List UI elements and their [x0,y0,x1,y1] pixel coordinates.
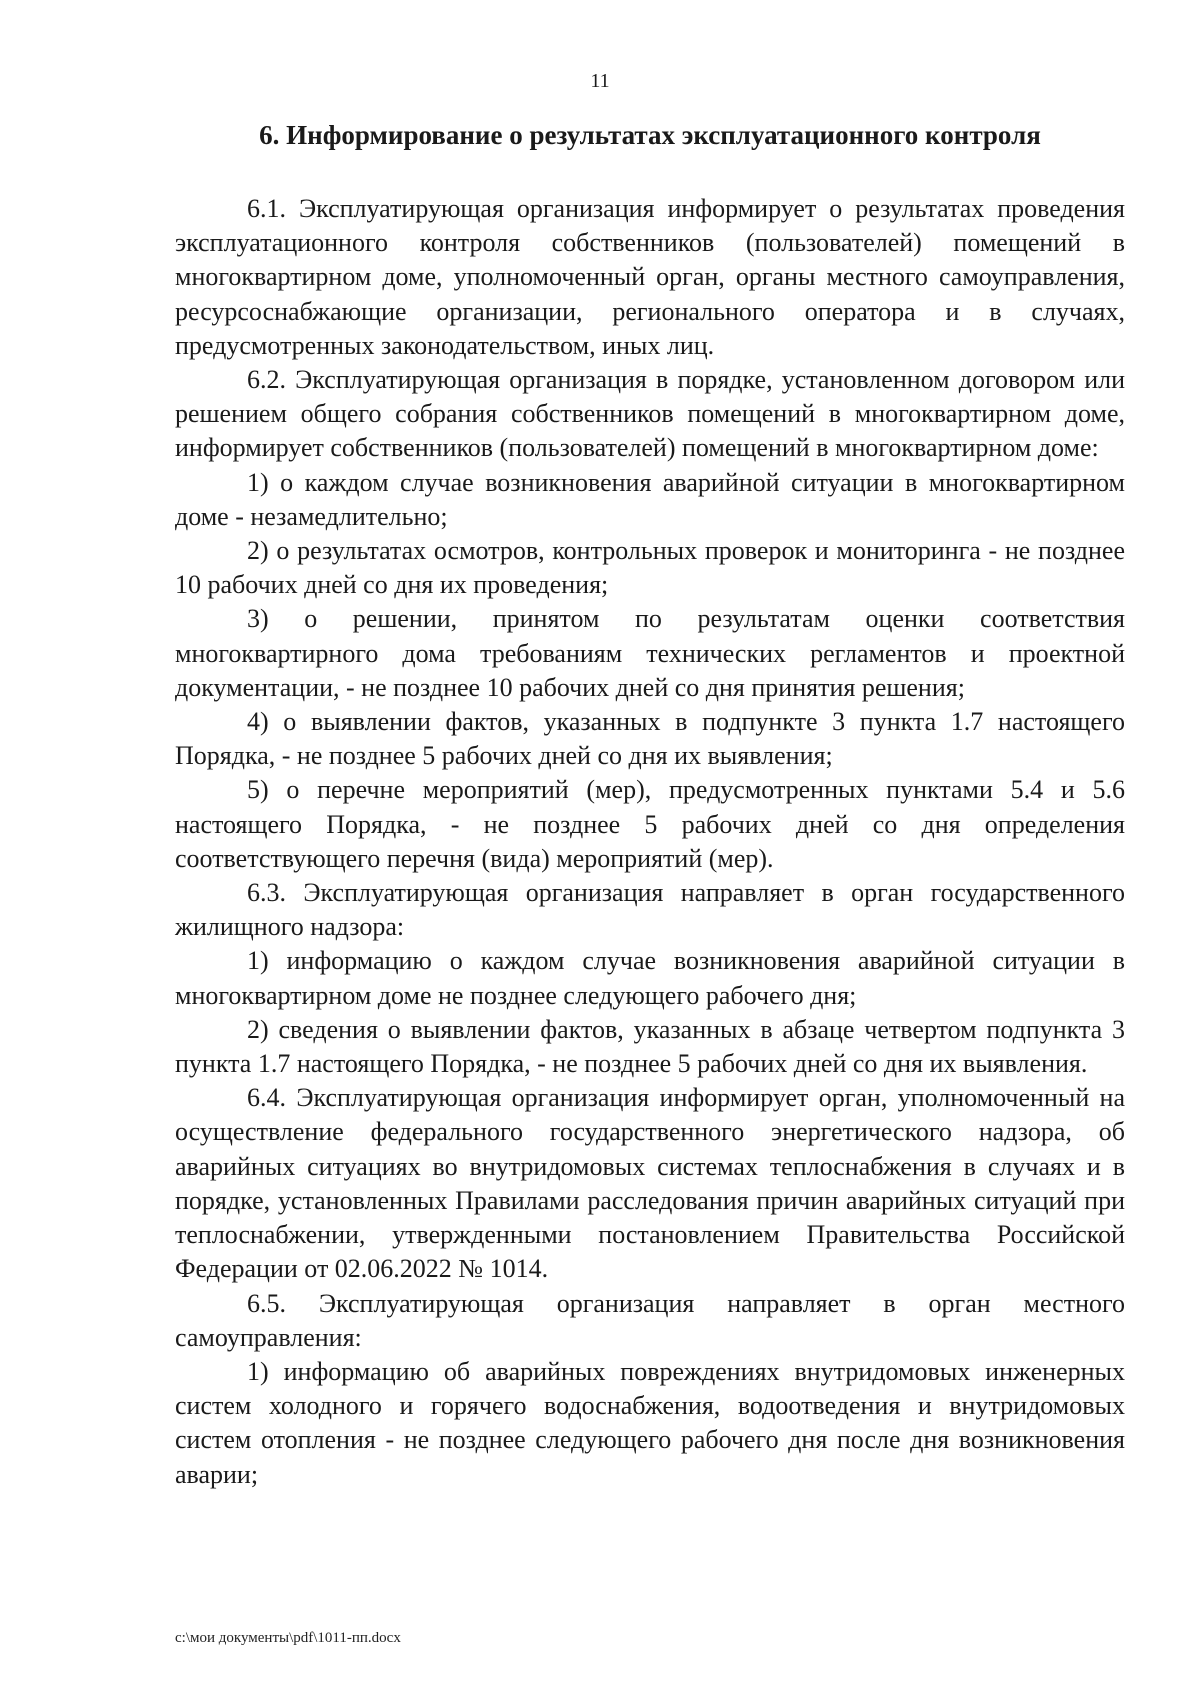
list-item-6-3-2: 2) сведения о выявлении фактов, указанных в абзаце четвертом подпункта 3 пункта 1.7 настоящего Порядка, - не позднее 5 рабочих дней со дня их выявления. [175,1014,1125,1079]
list-item-6-2-2: 2) о результатах осмотров, контрольных проверок и мониторинга - не позднее 10 рабочих дней со дня их проведения; [175,536,1125,600]
paragraph-6-5: 6.5. Эксплуатирующая организация направляет в орган местного самоуправления: [175,1288,1125,1352]
paragraph-6-1: 6.1. Эксплуатирующая организация информирует о результатах проведения эксплуатационного контроля собственников (пользователей) помещений в многоквартирном доме, уполномоченный орган, органы местного самоуправления, ресурсоснабжающие организации, регионального оператора и в случаях, предусмотренных законодательством, иных лиц. [175,194,1125,360]
list-item-6-2-1: 1) о каждом случае возникновения аварийной ситуации в многоквартирном доме - незамедлительно; [175,467,1125,531]
list-item-6-2-3: 3) о решении, принятом по результатам оценки соответствия многоквартирного дома требованиям технических регламентов и проектной документации, - не позднее 10 рабочих дней со дня принятия решения; [175,604,1125,702]
file-path-footer: c:\мои документы\pdf\1011-пп.docx [175,1630,401,1646]
section-heading: 6. Информирование о результатах эксплуатационного контроля [259,120,1041,150]
list-item-6-3-1: 1) информацию о каждом случае возникновения аварийной ситуации в многоквартирном доме не позднее следующего рабочего дня; [175,946,1125,1010]
paragraph-6-3: 6.3. Эксплуатирующая организация направляет в орган государственного жилищного надзора: [175,878,1125,942]
document-body [175,192,1125,1492]
list-item-6-2-5: 5) о перечне мероприятий (мер), предусмотренных пунктами 5.4 и 5.6 настоящего Порядка, - не позднее 5 рабочих дней со дня определения соответствующего перечня (вида) мероприятий (мер). [175,775,1125,873]
page-number: 11 [590,70,610,92]
paragraph-6-4: 6.4. Эксплуатирующая организация информирует орган, уполномоченный на осуществление федерального государственного энергетического надзора, об аварийных ситуациях во внутридомовых системах теплоснабжения в случаях и в порядке, установленных Правилами расследования причин аварийных ситуаций при теплоснабжении, утвержденными постановлением Правительства Российской Федерации от 02.06.2022 № 1014. [175,1083,1125,1284]
list-item-6-2-4: 4) о выявлении фактов, указанных в подпункте 3 пункта 1.7 настоящего Порядка, - не позднее 5 рабочих дней со дня их выявления; [175,707,1125,771]
paragraph-6-2: 6.2. Эксплуатирующая организация в порядке, установленном договором или решением общего собрания собственников помещений в многоквартирном доме, информирует собственников (пользователей) помещений в многоквартирном доме: [175,365,1125,463]
list-item-6-5-1: 1) информацию об аварийных повреждениях внутридомовых инженерных систем холодного и горячего водоснабжения, водоотведения и внутридомовых систем отопления - не позднее следующего рабочего дня после дня возникновения аварии; [175,1356,1125,1489]
